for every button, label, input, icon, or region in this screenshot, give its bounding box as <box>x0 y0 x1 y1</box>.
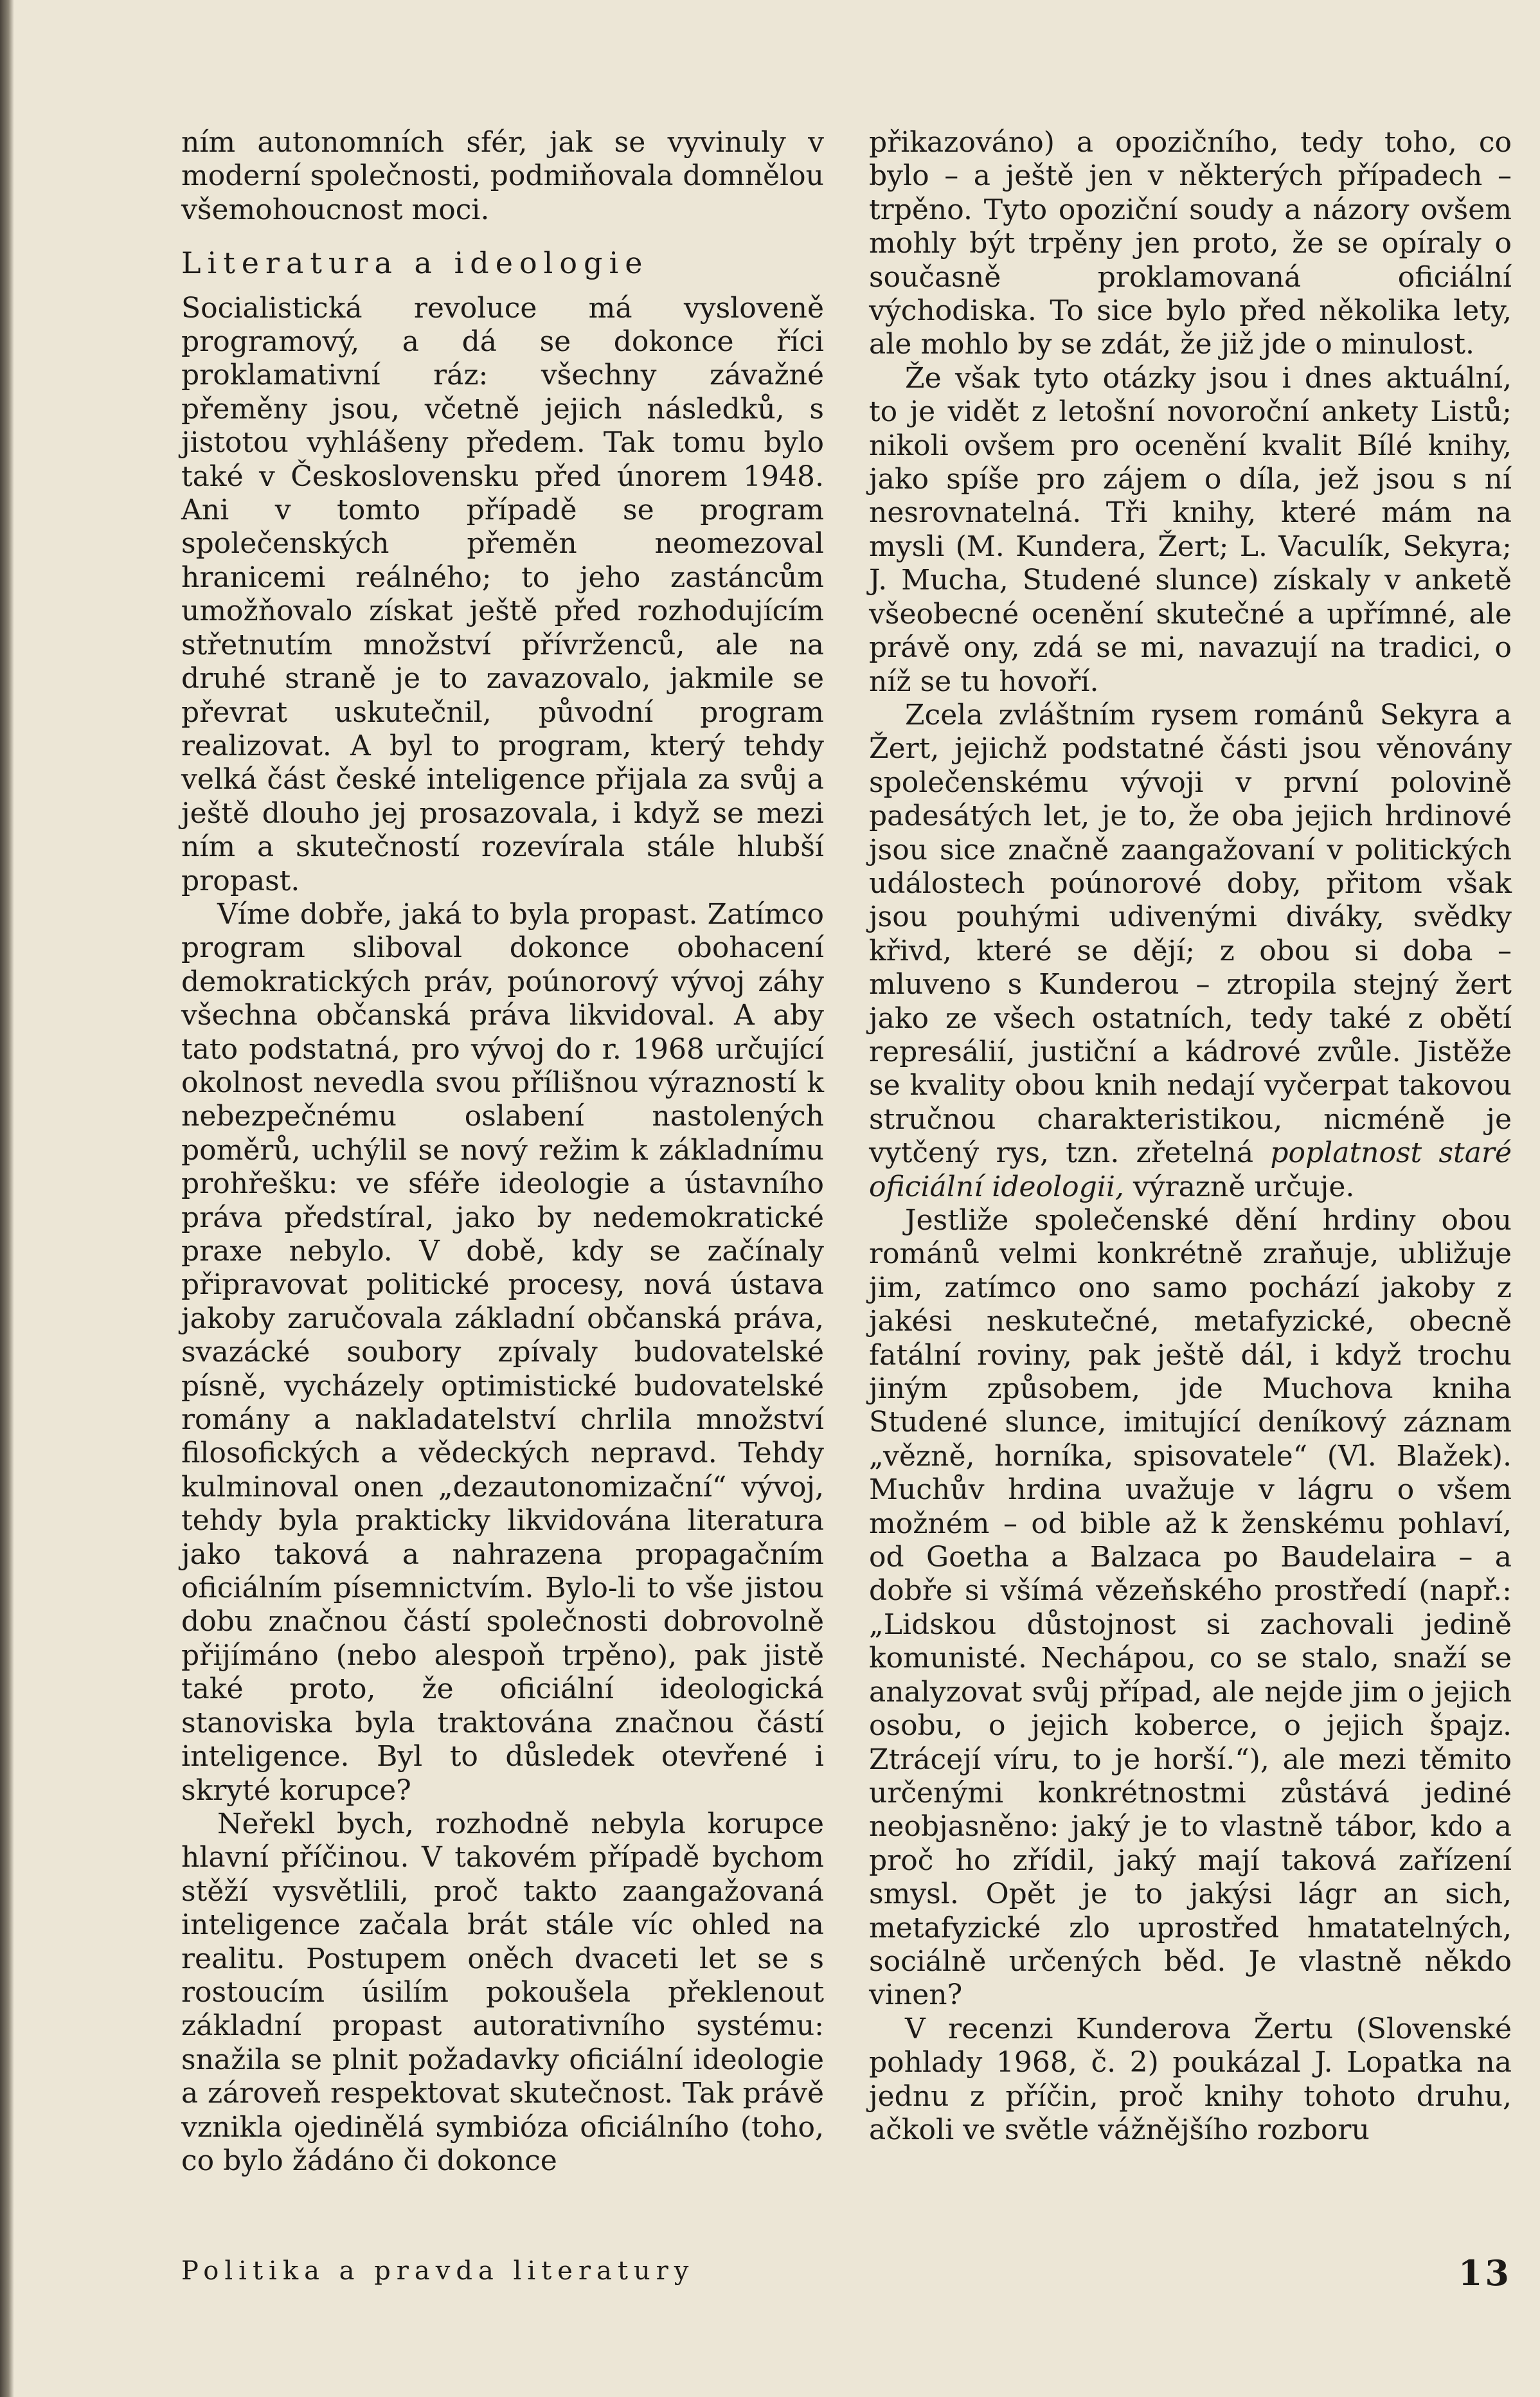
page-footer <box>181 2252 1512 2301</box>
page-number: 13 <box>1458 2252 1512 2294</box>
paragraph-continuation: ním autonomních sfér, jak se vyvinuly v moderní společnosti, podmiňovala domnělou všemohoucnost moci. <box>181 126 824 226</box>
paragraph: V recenzi Kunderova Žertu (Slovenské pohlady 1968, č. 2) poukázal J. Lopatka na jednu z příčin, proč knihy tohoto druhu, ačkoli ve světle vážnějšího rozboru <box>869 2012 1512 2146</box>
paragraph-continuation: přikazováno) a opozičního, tedy toho, co bylo – a ještě jen v některých případech – trpěno. Tyto opoziční soudy a názory ovšem mohly být trpěny jen proto, že se opíraly o současně proklamovaná oficiální východiska. To sice bylo před několika lety, ale mohlo by se zdát, že již jde o minulost. <box>869 126 1512 361</box>
paragraph-with-emphasis <box>869 699 1512 1204</box>
right-text-column <box>869 126 1512 2147</box>
page-binding-edge <box>0 0 14 2397</box>
paragraph-text: výrazně určuje. <box>1124 1170 1355 1203</box>
paragraph: Že však tyto otázky jsou i dnes aktuální, to je vidět z letošní novoroční ankety Listů; nikoli ovšem pro ocenění kvalit Bílé knihy, jako spíše pro zájem o díla, jež jsou s ní nesrovnatelná. Tři knihy, které mám na mysli (M. Kundera, Žert; L. Vaculík, Sekyra; J. Mucha, Studené slunce) získaly v anketě všeobecné ocenění skutečné a upřímné, ale právě ony, zdá se mi, navazují na tradici, o níž se tu hovoří. <box>869 361 1512 698</box>
paragraph-text: Zcela zvláštním rysem románů Sekyra a Žert, jejichž podstatné části jsou věnovány společenskému vývoji v první polovině padesátých let, je to, že oba jejich hrdinové jsou sice značně zaangažovaní v politických událostech poúnorové doby, přitom však jsou pouhými udivenými diváky, svědky křivd, které se dějí; z obou si doba – mluveno s Kunderou – ztropila stejný žert jako ze všech ostatních, tedy také z obětí represálií, justiční a kádrové zvůle. Jistěže se kvality obou knih nedají vyčerpat takovou stručnou charakteristikou, nicméně je vytčený rys, tzn. zřetelná <box>869 698 1512 1170</box>
paragraph: Socialistická revoluce má vysloveně programový, a dá se dokonce říci proklamativní ráz: všechny závažné přeměny jsou, včetně jejich následků, s jistotou vyhlášeny předem. Tak tomu bylo také v Československu před únorem 1948. Ani v tomto případě se program společenských přeměn neomezoval hranicemi reálného; to jeho zastáncům umožňovalo získat ještě před rozhodujícím střetnutím množství přívrženců, ale na druhé straně je to zavazovalo, jakmile se převrat uskutečnil, původní program realizovat. A byl to program, který tehdy velká část české inteligence přijala za svůj a ještě dlouho jej prosazovala, i když se mezi ním a skutečností rozevírala stále hlubší propast. <box>181 291 824 897</box>
section-heading: Literatura a ideologie <box>181 246 649 281</box>
paragraph: Jestliže společenské dění hrdiny obou románů velmi konkrétně zraňuje, ubližuje jim, zatímco ono samo pochází jakoby z jakési neskutečné, metafyzické, obecně fatální roviny, pak ještě dál, i když trochu jiným způsobem, jde Muchova kniha Studené slunce, imitující deníkový záznam „vězně, horníka, spisovatele“ (Vl. Blažek). Muchův hrdina uvažuje v lágru o všem možném – od bible až k ženskému pohlaví, od Goetha a Balzaca po Baudelaira – a dobře si všímá vězeňského prostředí (např.: „Lidskou důstojnost si zachovali jedině komunisté. Nechápou, co se stalo, snaží se analyzovat svůj případ, ale nejde jim o jejich osobu, o jejich koberce, o jejich špajz. Ztrácejí víru, to je horší.“), ale mezi těmito určenými konkrétnostmi zůstává jediné neobjasněno: jaký je to vlastně tábor, kdo a proč ho zřídil, jaký mají taková zařízení smysl. Opět je to jakýsi lágr an sich, metafyzické zlo uprostřed hmatatelných, sociálně určených běd. Je vlastně někdo vinen? <box>869 1204 1512 2012</box>
paragraph: Víme dobře, jaká to byla propast. Zatímco program sliboval dokonce obohacení demokratických práv, poúnorový vývoj záhy všechna občanská práva likvidoval. A aby tato podstatná, pro vývoj do r. 1968 určující okolnost nevedla svou přílišnou výrazností k nebezpečnému oslabení nastolených poměrů, uchýlil se nový režim k základnímu prohřešku: ve sféře ideologie a ústavního práva předstíral, jako by nedemokratické praxe nebylo. V době, kdy se začínaly připravovat politické procesy, nová ústava jakoby zaručovala základní občanská práva, svazácké soubory zpívaly budovatelské písně, vycházely optimistické budovatelské romány a nakladatelství chrlila množství filosofických a vědeckých nepravd. Tehdy kulminoval onen „dezautonomizační“ vývoj, tehdy byla prakticky likvidována literatura jako taková a nahrazena propagačním oficiálním písemnictvím. Bylo-li to vše jistou dobu značnou částí společnosti dobrovolně přijímáno (nebo alespoň trpěno), pak jistě také proto, že oficiální ideologická stanoviska byla traktována značnou částí inteligence. Byl to důsledek otevřené i skryté korupce? <box>181 897 824 1807</box>
emphasized-phrase: poplatnost staré oficiální ideologii, <box>869 1136 1512 1203</box>
left-text-column <box>181 126 824 2178</box>
running-title: Politika a pravda literatury <box>181 2256 695 2286</box>
paragraph: Neřekl bych, rozhodně nebyla korupce hlavní příčinou. V takovém případě bychom stěží vysvětlili, proč takto zaangažovaná inteligence začala brát stále víc ohled na realitu. Postupem oněch dvaceti let se s rostoucím úsilím pokoušela překlenout základní propast autorativního systému: snažila se plnit požadavky oficiální ideologie a zároveň respektovat skutečnost. Tak právě vznikla ojedinělá symbióza oficiálního (toho, co bylo žádáno či dokonce <box>181 1807 824 2177</box>
